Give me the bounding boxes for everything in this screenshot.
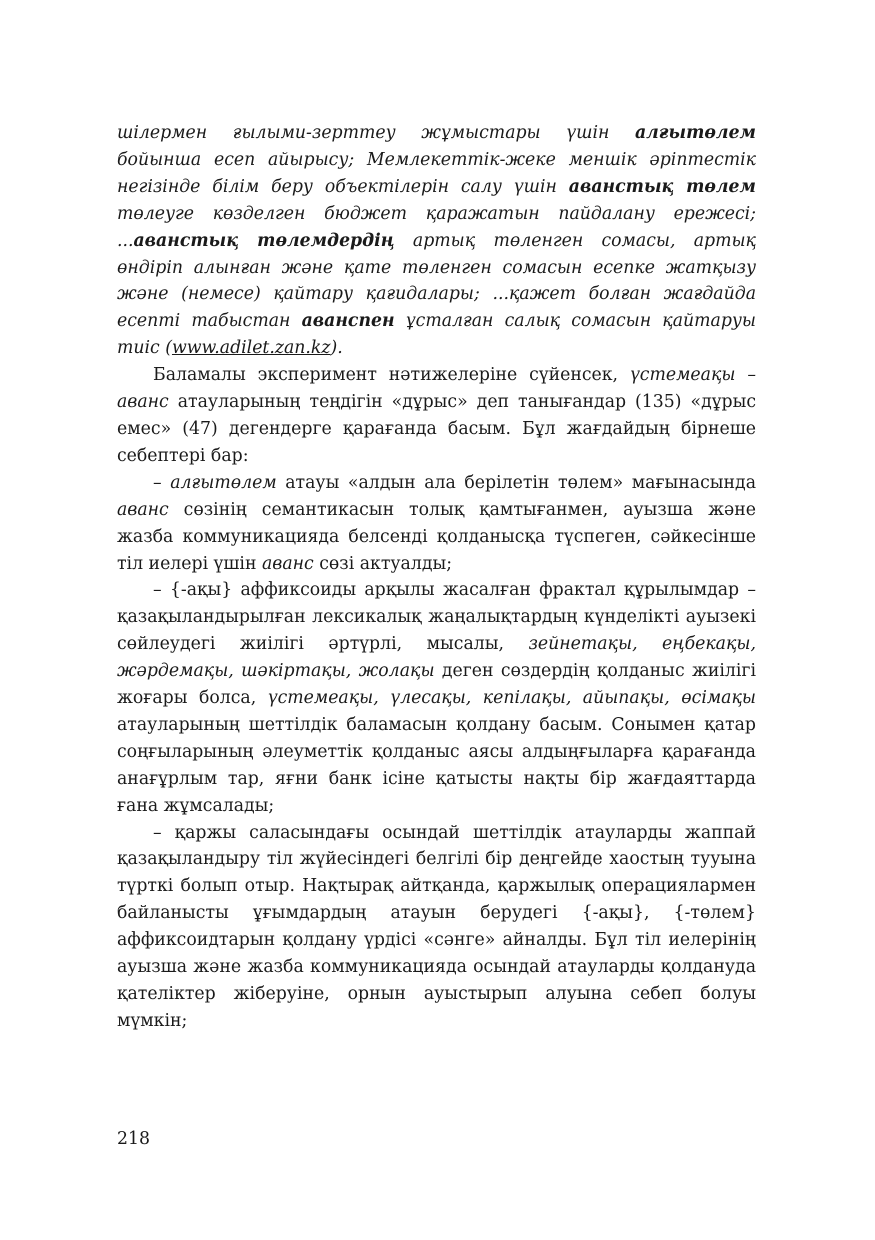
body-text: [117, 120, 756, 1035]
paragraph-3: [117, 470, 756, 578]
page-number: 218: [117, 1129, 150, 1149]
paragraph-5: [117, 820, 756, 1035]
text-run: ).: [330, 338, 343, 359]
text-run: – қаржы саласындағы осындай шеттілдік атауларды жаппай қазақыландыру тіл жүйесіндегі белгілі бір деңгейде хаостың тууына түрткі болып отыр. Нақтырақ айтқанда, қаржылық операциялармен байланысты ұғымдардың атауын берудегі {-ақы}, {-төлем} аффиксоидтарын қолдану үрдісі «сәнге» айналды. Бұл тіл иелерінің ауызша және жазба коммуникацияда осындай атауларды қолдануда қателіктер жіберуіне, орнын ауыстырып алуына себеп болуы мүмкін;: [117, 822, 756, 1031]
text-run: деген сөздердің қолданыс жиілігі жоғары болса,: [117, 661, 756, 709]
text-run: – {-ақы} аффиксоиды арқылы жасалған фрактал құрылымдар – қазақыландырылған лексикалық жаңалықтардың күнделікті ауызекі сөйлеудегі жиілігі әртүрлі, мысалы,: [117, 580, 756, 655]
text-run: Баламалы эксперимент нәтижелеріне сүйенсек,: [153, 365, 630, 386]
bold-term-avanspen: аванспен: [301, 311, 395, 332]
text-run: сөзі актуалды;: [313, 553, 453, 574]
italic-term: алғытөлем: [170, 472, 277, 493]
paragraph-1-italic: [117, 123, 756, 358]
paragraph-1: [117, 120, 756, 362]
bold-term-avanstyq-tolemderdin: аванстық төлемдердің: [133, 230, 395, 251]
text-run: атауларының шеттілдік баламасын қолдану басым. Сонымен қатар соңғыларының әлеуметтік қолданыс аясы алдыңғыларға қарағанда анағұрлым тар, яғни банк ісіне қатысты нақты бір жағдаяттарда ғана жұмсалады;: [117, 714, 756, 816]
text-run: –: [153, 472, 171, 493]
text-run: бойынша есеп айырысу; Мемлекеттік-жеке меншік әріптестік негізінде білім беру объектілерін салу үшін: [117, 149, 756, 197]
text-run: сөзінің семантикасын толық қамтығанмен, ауызша және жазба коммуникацияда белсенді қолданысқа түспеген, сәйкесінше тіл иелері үшін: [117, 499, 756, 574]
text-run: атауы «алдын ала берілетін төлем» мағынасында: [276, 472, 757, 493]
text-run: төлеуге көзделген бюджет қаражатын пайдалану ережесі; ...: [117, 203, 756, 251]
italic-term: үстемеақы, үлесақы, кепілақы, айыпақы, өсімақы: [267, 688, 756, 709]
italic-term: аванс: [117, 499, 169, 520]
source-link[interactable]: www.adilet.zan.kz: [171, 338, 331, 359]
text-run: атауларының теңдігін «дұрыс» деп танығандар (135) «дұрыс емес» (47) дегендерге қарағанда басым. Бұл жағдайдың бірнеше себептері бар:: [117, 392, 756, 466]
text-run: ұсталған салық сомасын қайтаруы тиіс (: [117, 311, 757, 359]
bold-term-avanstyq-tolem: аванстық төлем: [568, 176, 756, 197]
italic-term: аванс: [261, 553, 314, 574]
paragraph-4: [117, 577, 756, 819]
paragraph-2: [117, 362, 756, 470]
text-run: артық төленген сомасы, артық өндіріп алынған және қате төленген сомасын есепке жатқызу және (немесе) қайтару қағидалары; ...қажет болған жағдайда есепті табыстан: [117, 230, 756, 332]
italic-term: зейнетақы, еңбекақы, жәрдемақы, шәкіртақы, жолақы: [117, 634, 756, 682]
italic-term: үстемеақы – аванс: [117, 365, 757, 413]
bold-term-algytolem: алғытөлем: [634, 123, 756, 143]
text-run: шілермен ғылыми-зерттеу жұмыстары үшін: [117, 123, 635, 143]
